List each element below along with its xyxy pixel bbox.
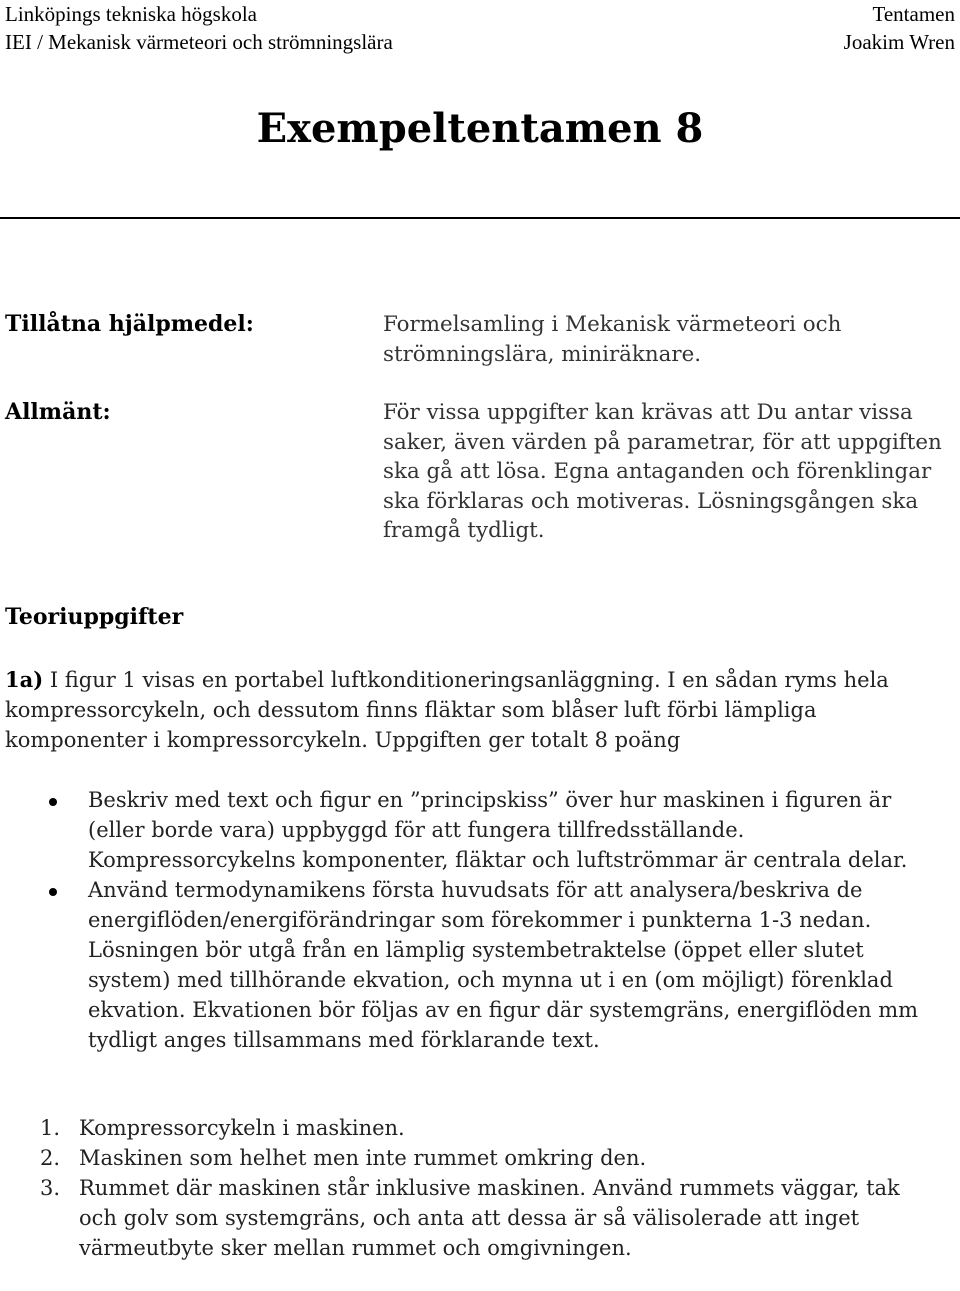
numbered-list — [0, 1113, 960, 1263]
numbered-item — [0, 1173, 960, 1263]
document-type: Tentamen — [872, 2, 955, 26]
page-header-left — [5, 0, 393, 56]
item-text: Rummet där maskinen står inklusive maskinen. Använd rummets väggar, tak och golv som systemgräns, och anta att dessa är så välisolerade att inget värmeutbyte sker mellan rummet och omgivningen. — [79, 1176, 900, 1260]
bullet-list — [0, 785, 960, 1055]
item-number: 2. — [40, 1146, 61, 1170]
item-text: Kompressorcykeln i maskinen. — [79, 1116, 405, 1140]
list-item — [0, 785, 960, 875]
bullet-dot-icon — [49, 888, 57, 896]
page-header-right — [844, 0, 955, 56]
item-number: 1. — [40, 1116, 61, 1140]
title-divider — [0, 217, 960, 219]
item-text: Maskinen som helhet men inte rummet omkring den. — [79, 1146, 647, 1170]
section-title: Teoriuppgifter — [5, 604, 184, 630]
bullet-dot-icon — [49, 798, 57, 806]
general-text: För vissa uppgifter kan krävas att Du antar vissa saker, även värden på parametrar, för att uppgiften ska gå att lösa. Egna antaganden och förenklingar ska förklaras och motiveras. Lösningsgången ska framgå tydligt. — [383, 400, 942, 544]
task-paragraph — [5, 665, 960, 755]
list-item-text: Använd termodynamikens första huvudsats för att analysera/beskriva de energiflöden/energiförändringar som förekommer i punkterna 1-3 nedan. Lösningen bör utgå från en lämplig systembetraktelse (öppet eller slutet system) med tillhörande ekvation, och mynna ut i en (om möjligt) förenklad ekvation. Ekvationen bör följas av en figur där systemgräns, energiflöden mm tydligt anges tillsammans med förklarande text. — [88, 878, 919, 1052]
institution-name: Linköpings tekniska högskola — [5, 2, 257, 26]
author-name: Joakim Wren — [843, 30, 955, 54]
numbered-item — [0, 1143, 960, 1173]
aids-text: Formelsamling i Mekanisk värmeteori och strömningslära, miniräknare. — [383, 312, 842, 367]
numbered-item — [0, 1113, 960, 1143]
list-item-text: Beskriv med text och figur en ”principskiss” över hur maskinen i figuren är (eller borde vara) uppbyggd för att fungera tillfredsställande. Kompressorcykelns komponenter, fläktar och luftströmmar är centrala delar. — [88, 788, 908, 872]
page-title: Exempeltentamen 8 — [256, 105, 704, 152]
task-text: I figur 1 visas en portabel luftkonditioneringsanläggning. I en sådan ryms hela kompressorcykeln, och dessutom finns fläktar som blåser luft förbi lämpliga komponenter i kompressorcykeln. Uppgiften ger totalt 8 poäng — [5, 668, 889, 752]
task-label: 1a) — [5, 667, 44, 692]
item-number: 3. — [40, 1176, 61, 1200]
course-name: IEI / Mekanisk värmeteori och strömningslära — [5, 30, 393, 54]
list-item — [0, 875, 960, 1055]
general-label: Allmänt: — [5, 399, 111, 425]
aids-label: Tillåtna hjälpmedel: — [5, 311, 254, 337]
